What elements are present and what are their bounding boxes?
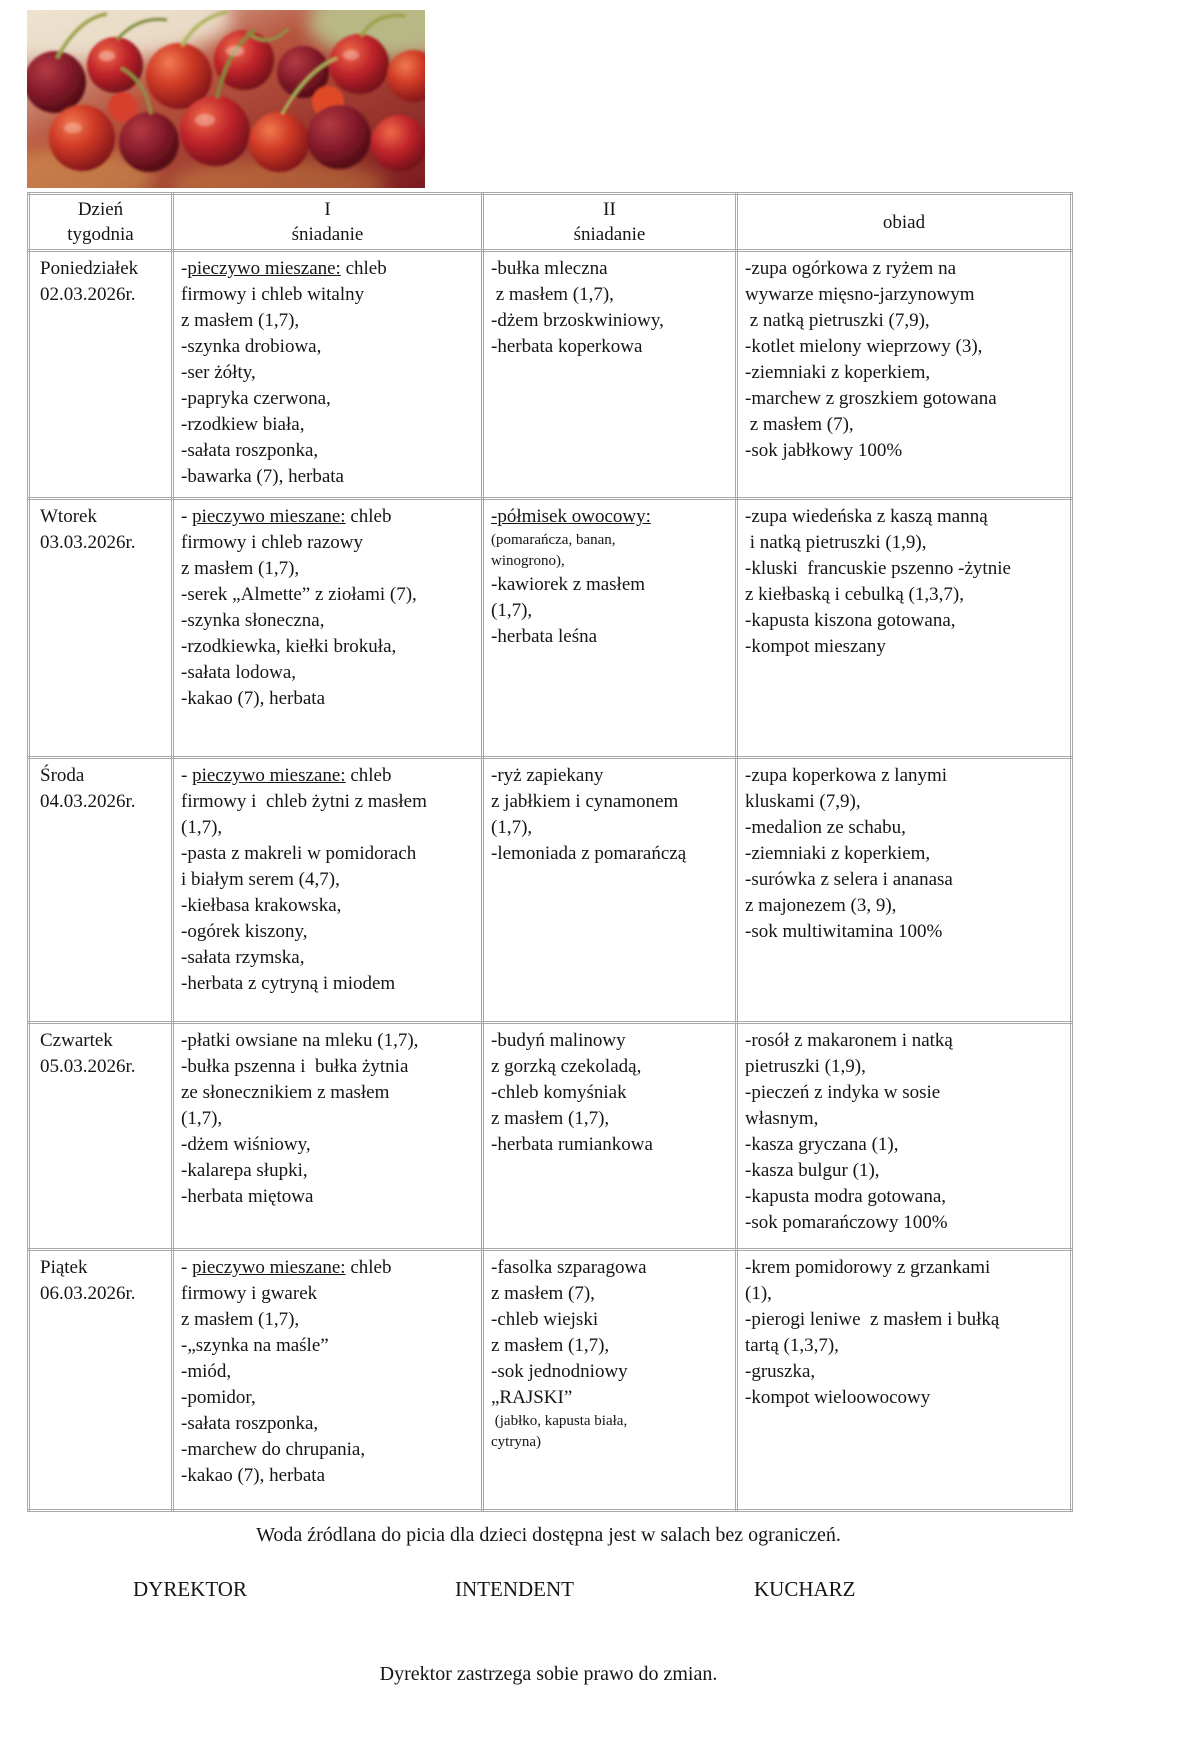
text-segment: -	[181, 258, 188, 279]
day-name: Środa	[40, 765, 85, 786]
menu-line: -kakao (7), herbata	[181, 1465, 326, 1486]
menu-line: -surówka z selera i ananasa	[745, 869, 953, 890]
menu-line: -lemoniada z pomarańczą	[491, 843, 687, 864]
menu-line: -ryż zapiekany	[491, 765, 604, 786]
menu-line	[181, 1255, 477, 1281]
table-row	[29, 1250, 1072, 1511]
menu-line: -sałata rzymska,	[181, 947, 305, 968]
breakfast1-cell	[173, 1023, 483, 1250]
menu-line: (1,7),	[491, 600, 533, 621]
menu-line: -kapusta modra gotowana,	[745, 1186, 947, 1207]
dinner-cell	[737, 251, 1072, 499]
day-date: 05.03.2026r.	[40, 1056, 136, 1077]
menu-line: -ziemniaki z koperkiem,	[745, 362, 931, 383]
menu-line: pietruszki (1,9),	[745, 1056, 866, 1077]
menu-line: -sałata lodowa,	[181, 662, 297, 683]
dinner-cell	[737, 1250, 1072, 1511]
menu-line: -herbata leśna	[491, 626, 598, 647]
menu-line: -gruszka,	[745, 1361, 816, 1382]
cherries-photo	[27, 10, 425, 188]
breakfast2-cell	[483, 499, 737, 758]
column-header-line: śniadanie	[291, 224, 364, 245]
day-date: 04.03.2026r.	[40, 791, 136, 812]
menu-line: -sałata roszponka,	[181, 1413, 319, 1434]
menu-line: i natką pietruszki (1,9),	[745, 532, 927, 553]
menu-line: -zupa wiedeńska z kaszą manną	[745, 506, 988, 527]
breakfast2-cell	[483, 1023, 737, 1250]
menu-line: -kompot mieszany	[745, 636, 886, 657]
text-segment: chleb	[345, 506, 392, 527]
menu-line: -sok jednodniowy	[491, 1361, 628, 1382]
menu-line: -marchew z groszkiem gotowana	[745, 388, 997, 409]
menu-line: -pomidor,	[181, 1387, 256, 1408]
menu-line: -krem pomidorowy z grzankami	[745, 1257, 991, 1278]
water-availability-note: Woda źródlana do picia dla dzieci dostępna jest w salach bez ograniczeń.	[256, 1524, 841, 1546]
breakfast2-cell	[483, 1250, 737, 1511]
menu-line: -bułka pszenna i bułka żytnia	[181, 1056, 409, 1077]
column-header-line: tygodnia	[67, 224, 134, 245]
breakfast1-cell	[173, 251, 483, 499]
menu-line: -herbata miętowa	[181, 1186, 314, 1207]
menu-line: -dżem wiśniowy,	[181, 1134, 311, 1155]
menu-line: -budyń malinowy	[491, 1030, 626, 1051]
menu-line: z masłem (7),	[745, 414, 854, 435]
signatures-row	[27, 1577, 1070, 1605]
menu-line: -bawarka (7), herbata	[181, 466, 344, 487]
day-date: 03.03.2026r.	[40, 532, 136, 553]
column-header	[737, 194, 1072, 251]
table-row	[29, 499, 1072, 758]
menu-line: -kompot wieloowocowy	[745, 1387, 931, 1408]
menu-line: firmowy i chleb żytni z masłem	[181, 791, 427, 812]
menu-line: -kalarepa słupki,	[181, 1160, 308, 1181]
menu-line: -kiełbasa krakowska,	[181, 895, 342, 916]
menu-line: -zupa koperkowa z lanymi	[745, 765, 948, 786]
menu-line: i białym serem (4,7),	[181, 869, 340, 890]
menu-header-row	[29, 194, 1072, 251]
cherries-photo-art	[27, 10, 425, 188]
menu-line: -ziemniaki z koperkiem,	[745, 843, 931, 864]
right-to-change-note: Dyrektor zastrzega sobie prawo do zmian.	[379, 1663, 718, 1685]
menu-line: -kluski francuskie pszenno -żytnie	[745, 558, 1011, 579]
menu-line: -kasza bulgur (1),	[745, 1160, 880, 1181]
menu-line: -ser żółty,	[181, 362, 256, 383]
underlined-text: pieczywo mieszane:	[192, 1257, 346, 1278]
dinner-cell	[737, 499, 1072, 758]
menu-line: -zupa ogórkowa z ryżem na	[745, 258, 957, 279]
menu-line: -miód,	[181, 1361, 232, 1382]
menu-line: -pieczeń z indyka w sosie	[745, 1082, 941, 1103]
menu-line: -rzodkiewka, kiełki brokuła,	[181, 636, 397, 657]
menu-line: z masłem (1,7),	[491, 1108, 610, 1129]
menu-line: (1,7),	[181, 1108, 223, 1129]
menu-line: z masłem (7),	[491, 1283, 595, 1304]
menu-line: (pomarańcza, banan,	[491, 532, 616, 548]
menu-line: ze słonecznikiem z masłem	[181, 1082, 390, 1103]
dinner-cell	[737, 758, 1072, 1023]
menu-line: -sok multiwitamina 100%	[745, 921, 943, 942]
underlined-text: -półmisek owocowy:	[491, 506, 651, 527]
menu-line: -pasta z makreli w pomidorach	[181, 843, 417, 864]
menu-line: firmowy i chleb witalny	[181, 284, 365, 305]
menu-line: -kawiorek z masłem	[491, 574, 646, 595]
menu-line: -płatki owsiane na mleku (1,7),	[181, 1030, 419, 1051]
column-header-line: II	[603, 199, 616, 220]
dinner-cell	[737, 1023, 1072, 1250]
menu-line	[181, 256, 477, 282]
menu-line: z masłem (1,7),	[181, 558, 300, 579]
menu-line: -sałata roszponka,	[181, 440, 319, 461]
menu-line: -herbata z cytryną i miodem	[181, 973, 396, 994]
menu-line: własnym,	[745, 1108, 819, 1129]
breakfast1-cell	[173, 499, 483, 758]
menu-line	[181, 763, 477, 789]
menu-line: -herbata koperkowa	[491, 336, 643, 357]
menu-line: -rzodkiew biała,	[181, 414, 305, 435]
menu-line: -kasza gryczana (1),	[745, 1134, 899, 1155]
text-segment: chleb	[340, 258, 387, 279]
underlined-text: pieczywo mieszane:	[192, 506, 346, 527]
menu-line: -papryka czerwona,	[181, 388, 331, 409]
menu-line: -serek „Almette” z ziołami (7),	[181, 584, 417, 605]
underlined-text: pieczywo mieszane:	[192, 765, 346, 786]
menu-line: -kakao (7), herbata	[181, 688, 326, 709]
menu-table-body	[29, 251, 1072, 1511]
day-cell	[29, 251, 173, 499]
day-date: 06.03.2026r.	[40, 1283, 136, 1304]
menu-line: z masłem (1,7),	[491, 284, 614, 305]
menu-line: z natką pietruszki (7,9),	[745, 310, 930, 331]
menu-line: -kotlet mielony wieprzowy (3),	[745, 336, 983, 357]
column-header	[173, 194, 483, 251]
menu-line	[181, 504, 477, 530]
table-row	[29, 758, 1072, 1023]
menu-line: -sok jabłkowy 100%	[745, 440, 903, 461]
menu-line: -kapusta kiszona gotowana,	[745, 610, 956, 631]
column-header-line: I	[324, 199, 331, 220]
menu-line: z gorzką czekoladą,	[491, 1056, 642, 1077]
day-name: Piątek	[40, 1257, 88, 1278]
breakfast2-cell	[483, 251, 737, 499]
menu-line: cytryna)	[491, 1434, 541, 1450]
menu-line: -fasolka szparagowa	[491, 1257, 647, 1278]
menu-line: -herbata rumiankowa	[491, 1134, 653, 1155]
menu-line: -marchew do chrupania,	[181, 1439, 366, 1460]
day-date: 02.03.2026r.	[40, 284, 136, 305]
day-cell	[29, 499, 173, 758]
menu-line: z masłem (1,7),	[491, 1335, 610, 1356]
menu-line: -szynka drobiowa,	[181, 336, 322, 357]
menu-line: -„szynka na maśle”	[181, 1335, 329, 1356]
column-header	[29, 194, 173, 251]
column-header	[483, 194, 737, 251]
menu-line: firmowy i gwarek	[181, 1283, 318, 1304]
column-header-line: Dzień	[77, 199, 124, 220]
menu-line: -szynka słoneczna,	[181, 610, 325, 631]
menu-line	[491, 504, 731, 530]
signature-intendent: INTENDENT	[455, 1577, 574, 1601]
menu-line: (1,7),	[181, 817, 223, 838]
menu-line: -chleb komyśniak	[491, 1082, 627, 1103]
menu-line: -sok pomarańczowy 100%	[745, 1212, 948, 1233]
menu-line: winogrono),	[491, 553, 565, 569]
text-segment: -	[181, 765, 193, 786]
column-header-line: śniadanie	[573, 224, 646, 245]
menu-line: z masłem (1,7),	[181, 1309, 300, 1330]
day-cell	[29, 1250, 173, 1511]
menu-line: -bułka mleczna	[491, 258, 608, 279]
signature-kucharz: KUCHARZ	[754, 1577, 856, 1601]
column-header-line: obiad	[882, 211, 926, 233]
menu-line: z majonezem (3, 9),	[745, 895, 897, 916]
underlined-text: pieczywo mieszane:	[187, 258, 341, 279]
day-name: Wtorek	[40, 506, 97, 527]
breakfast2-cell	[483, 758, 737, 1023]
menu-line: z jabłkiem i cynamonem	[491, 791, 679, 812]
day-name: Poniedziałek	[40, 258, 139, 279]
menu-line: -chleb wiejski	[491, 1309, 599, 1330]
menu-line: tartą (1,3,7),	[745, 1335, 839, 1356]
menu-line: „RAJSKI”	[491, 1387, 573, 1408]
text-segment: -	[181, 1257, 193, 1278]
day-cell	[29, 1023, 173, 1250]
menu-line: z kiełbaską i cebulką (1,3,7),	[745, 584, 964, 605]
day-cell	[29, 758, 173, 1023]
menu-line: -medalion ze schabu,	[745, 817, 906, 838]
text-segment: -	[181, 506, 193, 527]
menu-line: firmowy i chleb razowy	[181, 532, 364, 553]
menu-line: -dżem brzoskwiniowy,	[491, 310, 664, 331]
menu-line: -pierogi leniwe z masłem i bułką	[745, 1309, 1000, 1330]
text-segment: chleb	[345, 765, 392, 786]
menu-line: (jabłko, kapusta biała,	[491, 1413, 628, 1429]
menu-line: kluskami (7,9),	[745, 791, 861, 812]
table-row	[29, 251, 1072, 499]
menu-line: (1),	[745, 1283, 772, 1304]
breakfast1-cell	[173, 758, 483, 1023]
signature-dyrektor: DYREKTOR	[133, 1577, 247, 1601]
weekly-menu-table	[27, 192, 1073, 1512]
menu-line: z masłem (1,7),	[181, 310, 300, 331]
table-row	[29, 1023, 1072, 1250]
menu-line: -rosół z makaronem i natką	[745, 1030, 953, 1051]
menu-line: (1,7),	[491, 817, 533, 838]
menu-line: -ogórek kiszony,	[181, 921, 308, 942]
text-segment: chleb	[345, 1257, 392, 1278]
day-name: Czwartek	[40, 1030, 113, 1051]
menu-line: wywarze mięsno-jarzynowym	[745, 284, 975, 305]
breakfast1-cell	[173, 1250, 483, 1511]
